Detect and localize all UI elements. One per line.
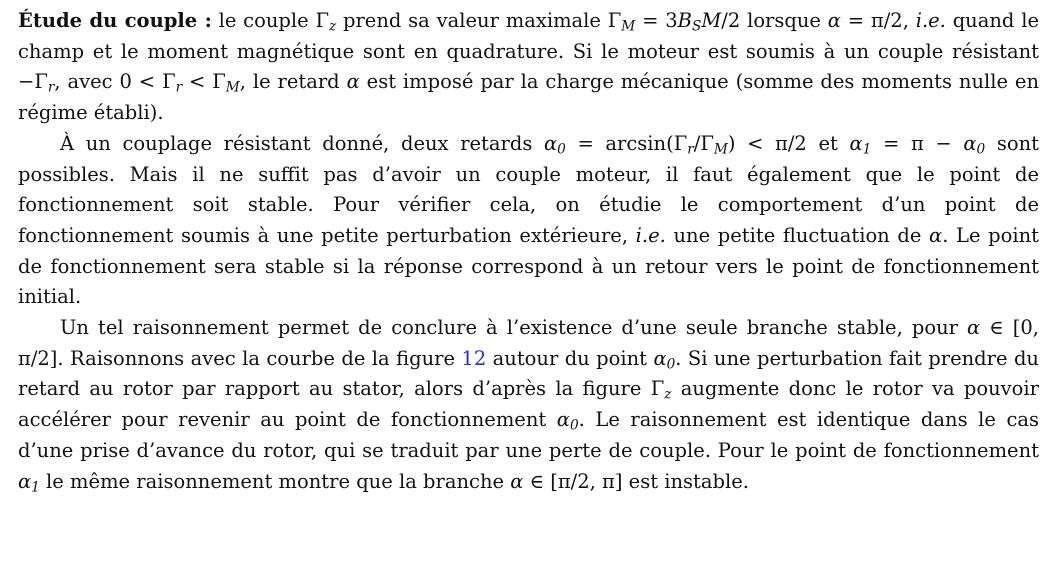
math-subscript: 0 xyxy=(569,417,579,434)
math-subscript: 1 xyxy=(31,478,40,495)
paragraph-couple-study xyxy=(18,6,1039,129)
paragraph-two-delays xyxy=(18,129,1039,313)
math-subscript: 0 xyxy=(976,141,986,158)
math-subscript: r xyxy=(175,79,183,96)
math-symbol: $\Gamma_r$ xyxy=(162,70,183,96)
text-run: = arcsin( xyxy=(565,131,674,155)
paragraph-heading: Étude du couple : xyxy=(18,9,212,32)
figure-reference-link[interactable]: 12 xyxy=(461,346,487,370)
math-subscript: M xyxy=(621,18,636,35)
text-run: = π − xyxy=(871,131,964,155)
math-subscript: S xyxy=(691,18,702,35)
math-subscript: 0 xyxy=(557,141,566,158)
text-run: , le retard xyxy=(239,70,347,94)
math-subscript: 0 xyxy=(666,356,676,373)
math-symbol: $\Gamma_z$ xyxy=(315,9,337,35)
text-run: i.e. xyxy=(635,223,666,247)
text-run: le même raisonnement montre que la branche xyxy=(39,469,511,493)
math-symbol: $\Gamma_r$ xyxy=(673,131,694,158)
paragraph-stable-branch xyxy=(18,313,1039,497)
math-symbol: $\alpha_0$ xyxy=(963,131,986,158)
math-symbol: $\alpha_0$ xyxy=(543,131,566,158)
math-symbol: $\alpha_0$ xyxy=(653,346,676,373)
math-symbol: $\Gamma_M$ xyxy=(700,131,728,158)
math-symbol: $B_S$ xyxy=(677,9,702,35)
text-run: = π/2, xyxy=(840,9,916,32)
math-symbol: $\Gamma_M$ xyxy=(212,70,240,96)
math-symbol: $\alpha_0$ xyxy=(556,408,579,434)
math-subscript: z xyxy=(329,18,337,35)
math-symbol: $\Gamma_M$ xyxy=(607,9,636,35)
math-subscript: r xyxy=(687,141,694,158)
math-subscript: r xyxy=(47,79,55,96)
text-run: . Le point de fonctionnement sera stable si la réponse correspond à un retour vers le point de fonctionnement initial. xyxy=(18,223,1039,309)
text-run: ) < π/2 et xyxy=(727,131,850,155)
math-symbol: α xyxy=(967,316,981,340)
text-run: autour du point xyxy=(486,346,654,370)
text-run: , avec 0 < xyxy=(54,70,163,94)
text-run: . Le raisonnement est identique dans le cas d’une prise d’avance du rotor, qui se traduit par une perte de couple. Pour le point de fonctionnement xyxy=(18,408,1040,462)
math-subscript: 1 xyxy=(862,141,872,158)
text-run: quand le champ et le moment magnétique sont en quadrature. Si le moteur est soumis à un couple résistant − xyxy=(18,9,1039,94)
math-symbol: α xyxy=(510,469,524,493)
text-run: i.e. xyxy=(915,9,946,32)
math-symbol: α xyxy=(929,223,943,247)
text-run: = 3 xyxy=(635,9,678,32)
math-symbol: α xyxy=(346,70,360,94)
math-symbol: $\alpha_1$ xyxy=(18,469,40,495)
math-symbol: $\Gamma_r$ xyxy=(34,70,55,96)
math-symbol: M xyxy=(701,9,722,32)
math-symbol: $\alpha_1$ xyxy=(849,131,872,158)
text-run: Un tel raisonnement permet de conclure à l’existence d’une seule branche stable, pour xyxy=(60,316,968,340)
math-subscript: M xyxy=(713,141,728,158)
text-run: est imposé par la charge mécanique (somme des moments nulle en régime établi). xyxy=(18,70,1040,125)
math-subscript: z xyxy=(664,386,672,403)
math-symbol: α xyxy=(827,9,841,32)
text-run: ∈ [π/2, π] est instable. xyxy=(523,469,749,493)
text-run: augmente donc le rotor va pouvoir accélérer pour revenir au point de fonctionnement xyxy=(18,377,1039,432)
text-run: sont possibles. Mais il ne suffit pas d’avoir un couple moteur, il faut également que le point de fonctionnement soit stable. Pour vérifier cela, on étudie le comportement d’un point de fonctionnement soumis à une petite perturbation extérieure, xyxy=(18,131,1039,247)
text-run: /2 lorsque xyxy=(721,9,828,32)
text-run: / xyxy=(693,131,701,155)
text-run: ∈ [0, π/2]. Raisonnons avec la courbe de la figure xyxy=(18,316,1040,370)
math-subscript: M xyxy=(225,79,240,96)
text-run: prend sa valeur maximale xyxy=(336,9,608,32)
text-run: . Si une perturbation fait prendre du retard au rotor par rapport au stator, alors d’après la figure xyxy=(18,346,1039,401)
text-run: À un couplage résistant donné, deux retards xyxy=(60,131,544,155)
text-run: une petite fluctuation de xyxy=(665,223,930,247)
text-run: le couple xyxy=(211,9,316,32)
math-symbol: $\Gamma_z$ xyxy=(650,377,672,403)
text-run: < xyxy=(182,70,213,94)
